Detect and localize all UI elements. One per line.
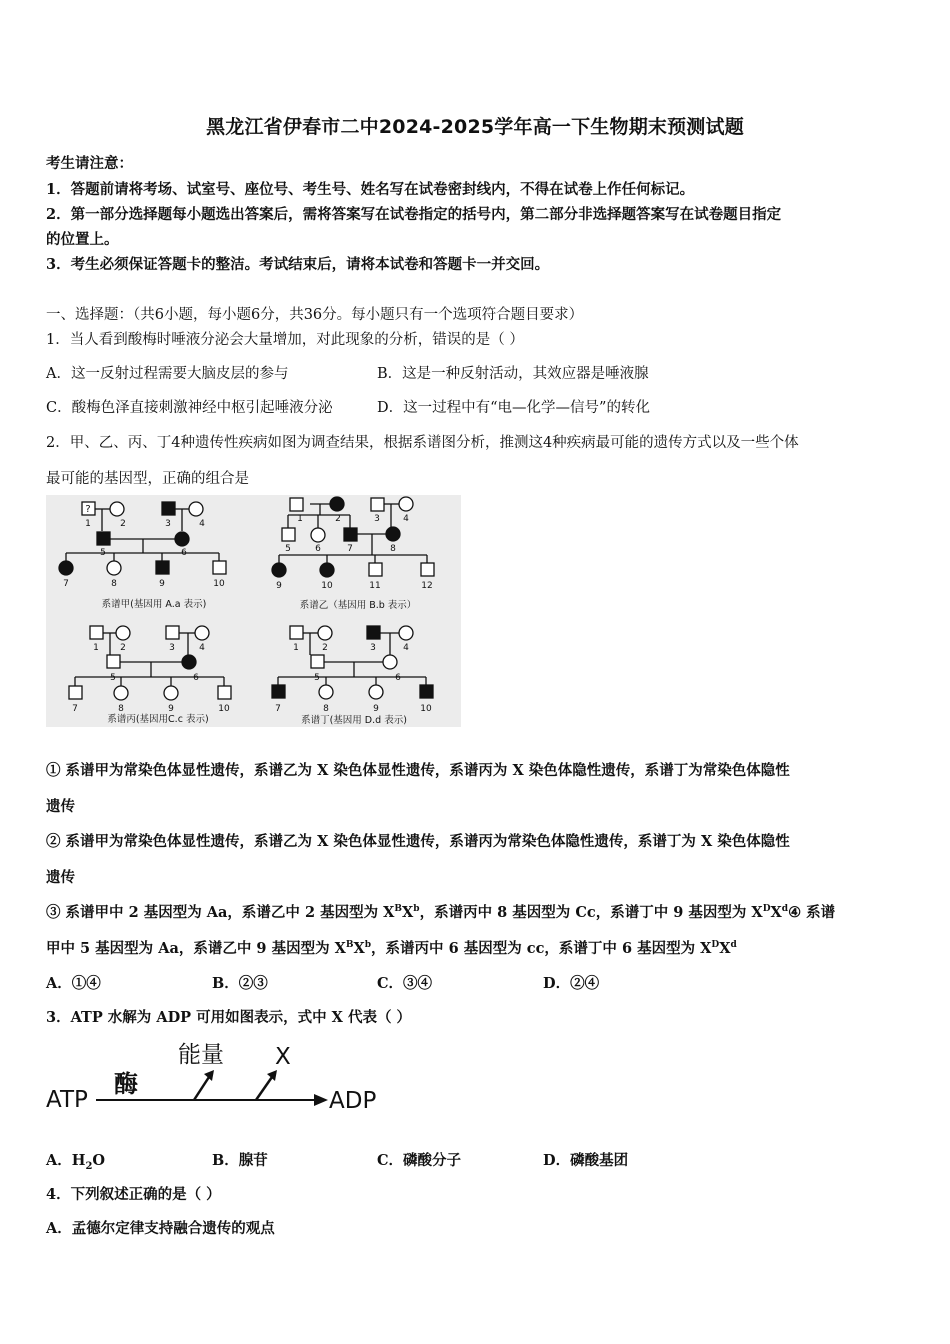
pedigree-c-male-3: [166, 626, 179, 639]
label-b-4: 4: [403, 514, 409, 524]
pedigree-c-female-6: [182, 655, 196, 669]
pedigree-d-female-2: [318, 626, 332, 640]
label-d-9: 9: [373, 704, 379, 714]
pedigree-c-male-7: [69, 686, 82, 699]
label-d-7: 7: [275, 704, 281, 714]
pedigree-b-female-8: [386, 527, 400, 541]
q1-stem: 1．当人看到酸梅时唾液分泌会大量增加，对此现象的分析，错误的是（ ）: [46, 332, 524, 348]
notice-item-2: 2．第一部分选择题每小题选出答案后，需将答案写在试卷指定的括号内，第二部分非选择题答案写在试卷题目指定: [46, 206, 782, 223]
page-title: 黑龙江省伊春市二中2024-2025学年高一下生物期末预测试题: [206, 116, 744, 138]
pedigree-d-female-8: [319, 685, 333, 699]
label-d-1: 1: [293, 643, 299, 653]
caption-pedigree-b: 系谱乙（基因用 B.b 表示）: [299, 600, 417, 611]
label-c-1: 1: [93, 643, 99, 653]
label-b-11: 11: [369, 581, 381, 591]
q1-option-c: C．酸梅色泽直接刺激神经中枢引起唾液分泌: [46, 400, 333, 416]
adp-label: ADP: [329, 1088, 377, 1114]
q2-statement-2: ② 系谱甲为常染色体显性遗传，系谱乙为 X 染色体显性遗传，系谱丙为常染色体隐性遗传，系谱丁为 X 染色体隐性: [46, 833, 790, 850]
section-heading: 一、选择题：（共6小题，每小题6分，共36分。每小题只有一个选项符合题目要求）: [46, 307, 584, 323]
pedigree-b-female-4: [399, 497, 413, 511]
reaction-arrow-head: [314, 1094, 328, 1106]
pedigree-a-female-7: [59, 561, 73, 575]
label-a-8: 8: [111, 579, 117, 589]
pedigree-a-male-5: [97, 532, 110, 545]
pedigree-c-female-8: [114, 686, 128, 700]
notice-item-2-cont: 的位置上。: [46, 231, 119, 248]
pedigree-a-male-9: [156, 561, 169, 574]
q1-option-b: B．这是一种反射活动，其效应器是唾液腺: [377, 366, 649, 382]
label-d-4: 4: [403, 643, 409, 653]
pedigree-d-male-3: [367, 626, 380, 639]
label-d-10: 10: [420, 704, 432, 714]
pedigree-d-male-7: [272, 685, 285, 698]
label-c-5: 5: [110, 673, 116, 683]
pedigree-b-male-5: [282, 528, 295, 541]
label-a-9: 9: [159, 579, 165, 589]
x-arrow: [256, 1077, 272, 1100]
label-b-5: 5: [285, 544, 291, 554]
energy-arrow-head: [204, 1070, 214, 1081]
label-b-1: 1: [297, 514, 303, 524]
label-c-3: 3: [169, 643, 175, 653]
pedigree-svg: [46, 495, 461, 727]
pedigree-d-male-10: [420, 685, 433, 698]
pedigree-d-female-9: [369, 685, 383, 699]
pedigree-a-female-4: [189, 502, 203, 516]
pedigree-d-female-6: [383, 655, 397, 669]
pedigree-c-female-4: [195, 626, 209, 640]
label-b-6: 6: [315, 544, 321, 554]
pedigree-figure: [46, 495, 461, 731]
pedigree-b-female-9: [272, 563, 286, 577]
pedigree-a-male-3: [162, 502, 175, 515]
pedigree-a-female-8: [107, 561, 121, 575]
label-b-8: 8: [390, 544, 396, 554]
q1-option-d: D．这一过程中有“电—化学—信号”的转化: [377, 400, 650, 416]
q2-statement-3: ③ 系谱甲中 2 基因型为 Aa，系谱乙中 2 基因型为 $X^BX^b$，系谱丙中 8 基因型为 Cc，系谱丁中 9 基因型为 $X^DX^d④$ 系谱: [46, 904, 836, 921]
label-c-4: 4: [199, 643, 205, 653]
pedigree-b-male-7: [344, 528, 357, 541]
q3-option-c: C．磷酸分子: [377, 1152, 462, 1169]
label-a-1: 1: [85, 519, 91, 529]
label-a-4: 4: [199, 519, 205, 529]
label-d-6: 6: [395, 673, 401, 683]
q2-option-b: B．②③: [212, 975, 268, 992]
pedigree-b-female-6: [311, 528, 325, 542]
label-c-7: 7: [72, 704, 78, 714]
label-b-7: 7: [347, 544, 353, 554]
pedigree-d-male-1: [290, 626, 303, 639]
label-a-7: 7: [63, 579, 69, 589]
label-b-3: 3: [374, 514, 380, 524]
label-c-2: 2: [120, 643, 126, 653]
pedigree-d-male-5: [311, 655, 324, 668]
q2-statement-4: 甲中 5 基因型为 Aa，系谱乙中 9 基因型为 $X^BX^b$，系谱丙中 6 基因型为 cc，系谱丁中 6 基因型为 $X^DX^d$: [46, 940, 737, 957]
pedigree-d-female-4: [399, 626, 413, 640]
pedigree-b-male-3: [371, 498, 384, 511]
energy-arrow: [194, 1077, 209, 1100]
q2-statement-1-cont: 遗传: [46, 798, 75, 815]
label-c-10: 10: [218, 704, 230, 714]
enzyme-label: 酶: [114, 1070, 138, 1098]
label-c-9: 9: [168, 704, 174, 714]
label-c-8: 8: [118, 704, 124, 714]
pedigree-b-female-10: [320, 563, 334, 577]
label-b-9: 9: [276, 581, 282, 591]
atp-diagram: [46, 1030, 386, 1124]
label-a-6: 6: [181, 548, 187, 558]
label-d-5: 5: [314, 673, 320, 683]
q4-option-a: A．孟德尔定律支持融合遗传的观点: [46, 1220, 275, 1237]
label-a-3: 3: [165, 519, 171, 529]
caption-pedigree-c: 系谱丙(基因用C.c 表示): [107, 714, 209, 725]
q2-option-c: C．③④: [377, 975, 433, 992]
pedigree-b-male-1: [290, 498, 303, 511]
label-b-12: 12: [421, 581, 433, 591]
pedigree-c-female-2: [116, 626, 130, 640]
q3-option-b: B．腺苷: [212, 1152, 268, 1169]
atp-diagram-svg: [46, 1030, 386, 1120]
q2-option-a: A．①④: [46, 975, 101, 992]
notice-item-3: 3．考生必须保证答题卡的整洁。考试结束后，请将本试卷和答题卡一并交回。: [46, 256, 550, 273]
label-a-10: 10: [213, 579, 225, 589]
q4-stem: 4．下列叙述正确的是（ ）: [46, 1186, 221, 1203]
q2-statement-1: ① 系谱甲为常染色体显性遗传，系谱乙为 X 染色体显性遗传，系谱丙为 X 染色体隐性遗传，系谱丁为常染色体隐性: [46, 762, 790, 779]
q1-option-a: A．这一反射过程需要大脑皮层的参与: [46, 366, 289, 382]
label-c-6: 6: [193, 673, 199, 683]
q3-stem: 3．ATP 水解为 ADP 可用如图表示，式中 X 代表（ ）: [46, 1009, 412, 1026]
pedigree-c-male-5: [107, 655, 120, 668]
label-b-2: 2: [335, 514, 341, 524]
pedigree-a-female-6: [175, 532, 189, 546]
x-arrow-head: [267, 1070, 277, 1081]
label-d-8: 8: [323, 704, 329, 714]
atp-label: ATP: [46, 1087, 88, 1113]
pedigree-b-female-2: [330, 497, 344, 511]
label-d-3: 3: [370, 643, 376, 653]
pedigree-c-male-10: [218, 686, 231, 699]
pedigree-b-male-11: [369, 563, 382, 576]
q2-stem: 2．甲、乙、丙、丁4种遗传性疾病如图为调查结果，根据系谱图分析，推测这4种疾病最可能的遗传方式以及一些个体: [46, 435, 799, 451]
caption-pedigree-a: 系谱甲(基因用 A.a 表示): [101, 599, 207, 610]
q2-stem-cont: 最可能的基因型，正确的组合是: [46, 471, 249, 487]
pedigree-c-female-9: [164, 686, 178, 700]
notice-heading: 考生请注意：: [46, 155, 133, 172]
label-d-2: 2: [322, 643, 328, 653]
label-a-5: 5: [100, 548, 106, 558]
caption-pedigree-d: 系谱丁(基因用 D.d 表示): [301, 715, 407, 726]
q2-option-d: D．②④: [543, 975, 600, 992]
q3-option-d: D．磷酸基团: [543, 1152, 629, 1169]
energy-label: 能量: [178, 1042, 224, 1068]
q2-statement-2-cont: 遗传: [46, 869, 75, 886]
label-a-2: 2: [120, 519, 126, 529]
pedigree-b-male-12: [421, 563, 434, 576]
x-label: X: [275, 1044, 291, 1070]
notice-item-1: 1．答题前请将考场、试室号、座位号、考生号、姓名写在试卷密封线内，不得在试卷上作任何标记。: [46, 181, 695, 198]
q3-option-a: A．$H_2O$: [46, 1152, 106, 1172]
pedigree-c-male-1: [90, 626, 103, 639]
pedigree-a-male-10: [213, 561, 226, 574]
pedigree-a-female-2: [110, 502, 124, 516]
label-b-10: 10: [321, 581, 333, 591]
unknown-mark: ?: [85, 504, 91, 515]
